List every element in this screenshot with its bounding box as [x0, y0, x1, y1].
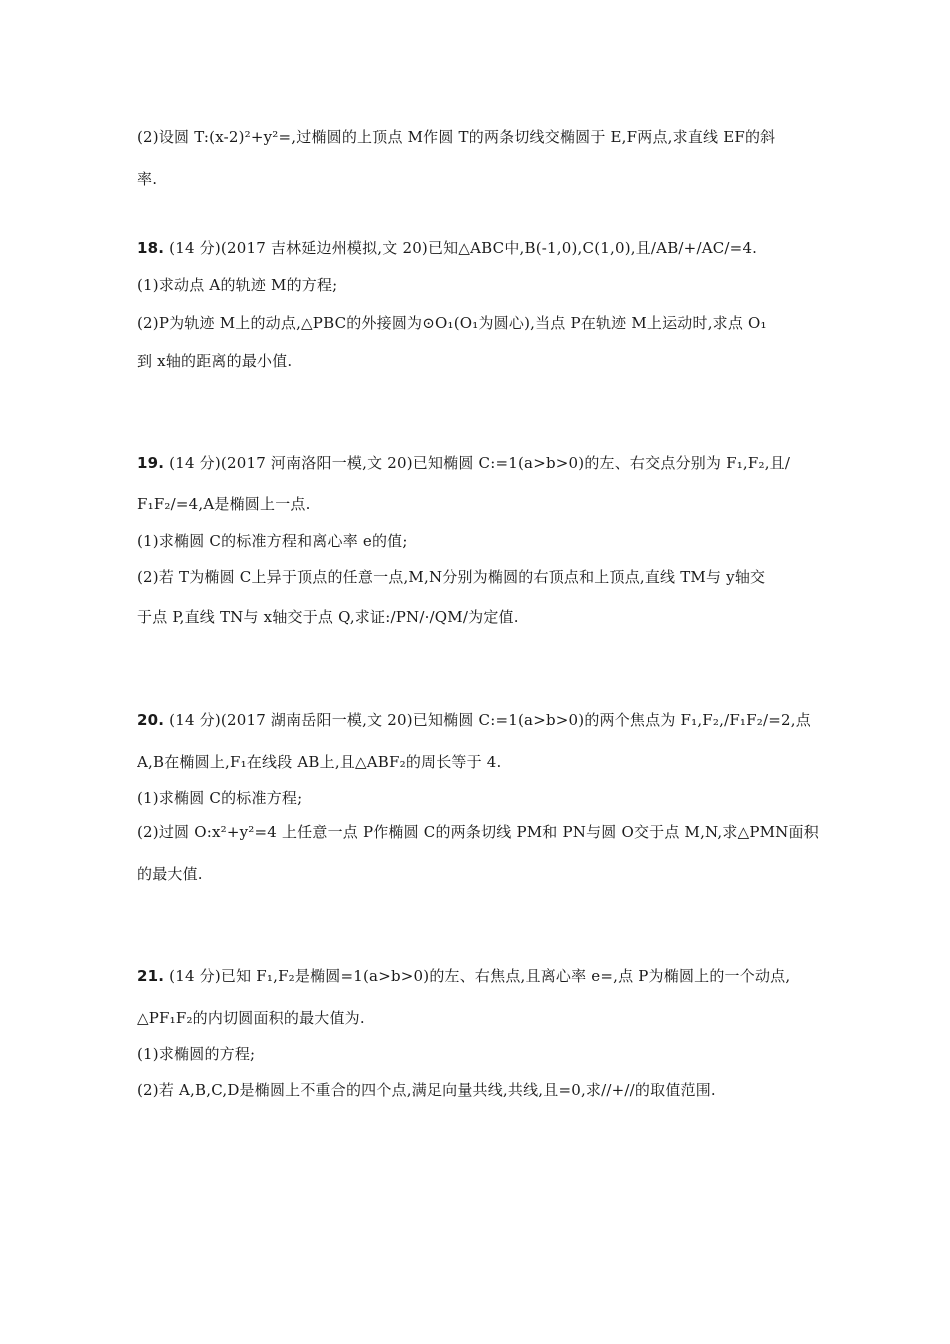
- problem-18-number: 18.: [137, 239, 165, 257]
- problem-19-part-2-line-2: 于点 P,直线 TN与 x轴交于点 Q,求证:/PN/·/QM/为定值.: [137, 608, 519, 626]
- problem-19-number: 19.: [137, 454, 165, 472]
- problem-20-stem-line-1: [137, 710, 827, 730]
- problem-20-part-2-line-1: (2)过圆 O:x²+y²=4 上任意一点 P作椭圆 C的两条切线 PM和 PN与圆 O交于点 M,N,求△PMN面积: [137, 823, 819, 841]
- problem-18-part-2-line-2: 到 x轴的距离的最小值.: [137, 352, 293, 370]
- problem-17-part-2-line-1: (2)设圆 T:(x-2)²+y²=,过椭圆的上顶点 M作圆 T的两条切线交椭圆于 E,F两点,求直线 EF的斜: [137, 128, 776, 146]
- problem-19-stem-line-2: F₁F₂/=4,A是椭圆上一点.: [137, 495, 311, 513]
- problem-21-stem-text: (14 分)已知 F₁,F₂是椭圆=1(a>b>0)的左、右焦点,且离心率 e=,点 P为椭圆上的一个动点,: [164, 967, 791, 985]
- problem-18-part-1: (1)求动点 A的轨迹 M的方程;: [137, 276, 338, 294]
- problem-18-part-2-line-1: (2)P为轨迹 M上的动点,△PBC的外接圆为⊙O₁(O₁为圆心),当点 P在轨迹 M上运动时,求点 O₁: [137, 314, 767, 332]
- problem-20-number: 20.: [137, 711, 165, 729]
- problem-20-part-2-line-2: 的最大值.: [137, 865, 203, 883]
- problem-19-part-2-line-1: (2)若 T为椭圆 C上异于顶点的任意一点,M,N分别为椭圆的右顶点和上顶点,直线 TM与 y轴交: [137, 568, 766, 586]
- problem-18-stem-text: (14 分)(2017 吉林延边州模拟,文 20)已知△ABC中,B(-1,0),C(1,0),且/AB/+/AC/=4.: [164, 239, 758, 257]
- problem-19-stem-text: (14 分)(2017 河南洛阳一模,文 20)已知椭圆 C:=1(a>b>0)的左、右交点分别为 F₁,F₂,且/: [164, 454, 791, 472]
- problem-21-number: 21.: [137, 967, 165, 985]
- problem-18-stem: [137, 238, 827, 258]
- problem-20-part-1: (1)求椭圆 C的标准方程;: [137, 789, 303, 807]
- problem-21-part-2: (2)若 A,B,C,D是椭圆上不重合的四个点,满足向量共线,共线,且=0,求//+//的取值范围.: [137, 1081, 716, 1099]
- problem-21-stem-line-2: △PF₁F₂的内切圆面积的最大值为.: [137, 1009, 365, 1027]
- problem-21-part-1: (1)求椭圆的方程;: [137, 1045, 256, 1063]
- problem-19-stem-line-1: [137, 453, 827, 473]
- problem-19-part-1: (1)求椭圆 C的标准方程和离心率 e的值;: [137, 532, 408, 550]
- problem-17-part-2-line-2: 率.: [137, 170, 158, 188]
- problem-20-stem-line-2: A,B在椭圆上,F₁在线段 AB上,且△ABF₂的周长等于 4.: [137, 753, 502, 771]
- problem-21-stem-line-1: [137, 966, 827, 986]
- problem-20-stem-text: (14 分)(2017 湖南岳阳一模,文 20)已知椭圆 C:=1(a>b>0)的两个焦点为 F₁,F₂,/F₁F₂/=2,点: [164, 711, 811, 729]
